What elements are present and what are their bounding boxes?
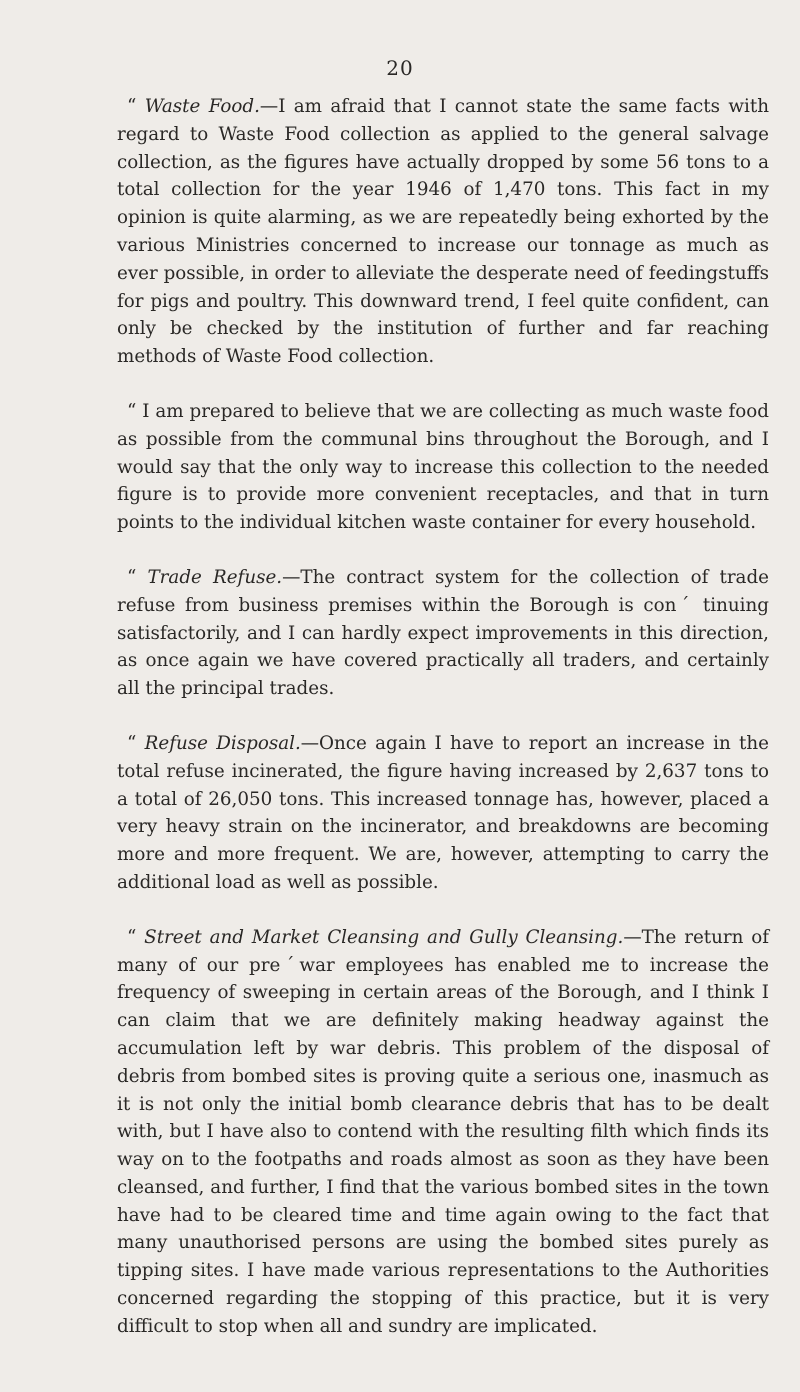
open-quote: “ bbox=[127, 732, 145, 754]
section-heading-trade-refuse: Trade Refuse. bbox=[147, 566, 283, 588]
paragraph-waste-food bbox=[117, 93, 769, 371]
open-quote: “ bbox=[127, 400, 143, 422]
paragraph-refuse-disposal bbox=[117, 730, 769, 897]
paragraph-trade-refuse bbox=[117, 564, 769, 703]
section-heading-street-cleansing: Street and Market Cleansing and Gully Cleansing. bbox=[144, 926, 624, 948]
report-body bbox=[117, 93, 769, 1368]
section-heading-refuse-disposal: Refuse Disposal. bbox=[144, 732, 301, 754]
paragraph-text: —The return of many of our preˊwar employees has enabled me to increase the frequency of sweeping in certain areas of the Borough, and I think I can claim that we are definitely making headway against the accumulation left by war debris. This problem of the disposal of debris from bombed sites is proving quite a serious one, inasmuch as it is not only the initial bomb clearance debris that has to be dealt with, but I have also to contend with the resulting filth which finds its way on to the footpaths and roads almost as soon as they have been cleansed, and further, I find that the various bombed sites in the town have had to be cleared time and time again owing to the fact that many unauthorised persons are using the bombed sites purely as tipping sites. I have made various representations to the Authorities concerned regarding the stopping of this practice, but it is very difficult to stop when all and sundry are implicated. bbox=[117, 926, 769, 1337]
paragraph-street-cleansing bbox=[117, 924, 769, 1341]
open-quote: “ bbox=[127, 926, 145, 948]
open-quote: “ bbox=[127, 566, 148, 588]
paragraph-text: —I am afraid that I cannot state the same facts with regard to Waste Food collection as applied to the general salvage collection, as the figures have actually dropped by some 56 tons to a total collection for the year 1946 of 1,470 tons. This fact in my opinion is quite alarming, as we are repeatedly being exhorted by the various Ministries concerned to increase our tonnage as much as ever possible, in order to alleviate the desperate need of feedingstuffs for pigs and poultry. This downward trend, I feel quite confident, can only be checked by the institution of further and far reaching methods of Waste Food collection. bbox=[117, 96, 769, 368]
paragraph-communal-bins bbox=[117, 398, 769, 537]
paragraph-text: —Once again I have to report an increase in the total refuse incinerated, the figure having increased by 2,637 tons to a total of 26,050 tons. This increased tonnage has, however, placed a very heavy strain on the incinerator, and breakdowns are becoming more and more frequent. We are, however, attempting to carry the additional load as well as possible. bbox=[117, 732, 769, 893]
section-heading-waste-food: Waste Food. bbox=[144, 96, 260, 117]
open-quote: “ bbox=[127, 96, 145, 117]
paragraph-text: —The contract system for the collection of trade refuse from business premises within the Borough is conˊ tinuing satisfactorily, and I can hardly expect improvements in this direction, as once again we have covered practically all traders, and certainly all the principal trades. bbox=[117, 566, 769, 700]
page-number: 20 bbox=[386, 56, 414, 80]
paragraph-text: I am prepared to believe that we are collecting as much waste food as possible from the communal bins throughout the Borough, and I would say that the only way to increase this collection to the needed figure is to provide more convenient receptacles, and that in turn points to the individual kitchen waste container for every household. bbox=[117, 400, 769, 534]
